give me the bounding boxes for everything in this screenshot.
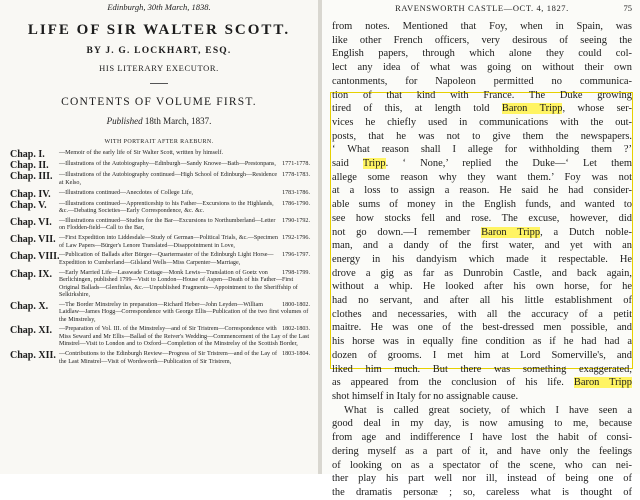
text-line: energy in his dandyism which made it respectable. He (332, 253, 632, 265)
chapter-summary: —Illustrations of the Autobiography—Edinburgh—Sandy Knowe—Bath—Prestonpans, (59, 161, 276, 168)
chapter-entry (10, 201, 310, 216)
text-line: see how stocks fell and rose. The excuse, however, did (332, 212, 632, 224)
chapter-years: 1778-1783. (282, 172, 310, 179)
highlighted-name: Baron Tripp (501, 103, 563, 115)
text-line: ther play his part well nor ill, instead of being one of (332, 473, 632, 485)
text-line: shot himself in Italy for no assignable cause. (332, 390, 519, 402)
chapter-number: Chap. VII. (10, 234, 56, 246)
running-header (332, 3, 632, 15)
text-line: allege some reason why they want them.’ Foy was not (332, 171, 632, 183)
running-head: RAVENSWORTH CASTLE—OCT. 4, 1827. (395, 3, 569, 13)
chapter-entry (10, 235, 310, 250)
text-line: said Tripp. ‘ None,’ replied the Duke—‘ Let them (332, 158, 633, 170)
text-line: vices he chiefly used in communications with the out- (332, 116, 632, 128)
text-line: tired of this, at length told Baron Tripp, whose ser- (332, 103, 633, 115)
text-line: had no servant, and after all his little establishment of (332, 295, 632, 307)
text-line: English papers, through which alone they could col- (332, 48, 632, 60)
chapter-entry (10, 252, 310, 267)
chapter-summary: —Contributions to the Edinburgh Review—Progress of Sir Tristrem—and of the Lay of the Last Minstrel—Visit of Wordsworth—Publication of Sir Tristrem, (59, 351, 277, 365)
chapter-number: Chap. IV. (10, 188, 51, 200)
right-page (322, 0, 640, 498)
table-of-contents (10, 150, 310, 368)
published-label: Published (106, 116, 143, 126)
highlighted-name: Baron Tripp (573, 377, 632, 389)
text-line: liked him much. But there was something exaggerated, (332, 363, 632, 375)
text-line: at a loss to assign a reason. He said he had consider- (332, 185, 632, 197)
text-line: without a whip. He looked after his own horse, for he (332, 281, 632, 293)
chapter-number: Chap. XI. (10, 325, 52, 337)
chapter-summary: —Illustrations continued—Studies for the Bar—Excursions to Northumberland—Letter on Flodden-field—Call to the Bar, (59, 217, 276, 232)
chapter-entry (10, 270, 310, 300)
page-number: 75 (623, 3, 632, 13)
book-title: LIFE OF SIR WALTER SCOTT. (27, 22, 291, 38)
chapter-number: Chap. VIII. (10, 251, 60, 263)
text-line: the dramatis personæ ; so, careless what is thought of (332, 486, 632, 498)
text-line: tion of that kind with France. The Duke growing (332, 89, 632, 101)
left-page (0, 0, 318, 474)
chapter-years: 1802-1803. (282, 326, 310, 333)
text-line: able sums of money in the English funds, and wanted to (332, 199, 632, 211)
chapter-entry (10, 190, 310, 199)
text-line: ‘ What reason shall I allege for withholding them ?’ (332, 144, 632, 156)
chapter-summary: —Publication of Ballads after Bürger—Quartermaster of the Edinburgh Light Horse—Expedition to Cumberland—Gilsland Wells—Miss Carpenter—Marriage, (59, 252, 274, 266)
chapter-number: Chap. III. (10, 171, 53, 183)
chapter-entry (10, 302, 310, 325)
text-line: as appeared from the conclusion of his life. Baron Tripp (332, 377, 632, 389)
chapter-entry (10, 218, 310, 233)
author-role: HIS LITERARY EXECUTOR. (99, 63, 219, 73)
chapter-summary: —Memoir of the early life of Sir Walter Scott, written by himself. (59, 150, 223, 156)
chapter-years: 1786-1790. (282, 200, 310, 207)
text-line: man, and a dandy of the first water, and yet with an (332, 240, 632, 252)
text-line: from notes. Mentioned that Foy, when in Spain, was (332, 21, 632, 32)
text-line: posts, that he was not to give them the newspapers. (332, 130, 632, 142)
chapter-entry (10, 351, 310, 366)
chapter-years: 1800-1802. (282, 301, 310, 308)
chapter-years: 1783-1786. (282, 189, 310, 196)
text-line: clothes and necessaries, with all the accuracy of a petit (332, 308, 632, 320)
chapter-number: Chap. VI. (10, 216, 52, 228)
text-line: maitre. He was one of the best-dressed men possible, and (332, 322, 632, 334)
chapter-number: Chap. V. (10, 199, 47, 211)
chapter-summary: —First Expedition into Liddesdale—Study of German—Political Trials, &c.—Specimen of Law Papers—Bürger's Lenore Translated—Disappointment in Love, (59, 235, 278, 249)
text-line: from age and indifference I have lost the habit of consi- (332, 432, 632, 444)
text-line: of looking on as a spectator of the scene, who can nei- (332, 459, 632, 471)
chapter-summary: —Preparation of Vol. III. of the Minstrelsy—and of Sir Tristrem—Correspondence with Miss Seward and Mr Ellis—Ballad of the Reiver's Wedding—Commencement of the Lay of the Last Minstrel—Visit to London and to Oxford—Completion of the Minstrelsy of the Scottish Border, (59, 326, 310, 348)
contents-heading: CONTENTS OF VOLUME FIRST. (61, 96, 257, 108)
chapter-summary: —Illustrations continued—Apprenticeship to his Father—Excursions to the Highlands, &c.—Debating Societies—Early Correspondence, &c. &c. (59, 200, 274, 215)
journal-text (332, 20, 632, 500)
text-line: his horse was in equally fine condition as if he had had a (332, 336, 632, 348)
chapter-number: Chap. IX. (10, 268, 52, 280)
chapter-number: Chap. II. (10, 160, 49, 172)
text-line: cantonments, for Napoleon permitted no communica- (332, 75, 632, 87)
text-line: like other French officers, very desirous of seeing the (332, 34, 632, 46)
divider-rule (150, 83, 168, 84)
text-line: not go down.—I remember Baron Tripp, a Dutch noble- (332, 226, 632, 238)
newspaper-dateline: Edinburgh, 30th March, 1838. (107, 2, 211, 12)
chapter-years: 1796-1797. (282, 252, 310, 259)
chapter-years: 1790-1792. (282, 217, 310, 224)
chapter-summary: —Illustrations of the Autobiography continued—High School of Edinburgh—Residence at Kelso, (59, 172, 278, 186)
text-line: good deal in my day, is now amusing to me, because (332, 418, 632, 430)
text-line: dering myself as a part of it, and have only the feelings (332, 445, 632, 457)
highlighted-name: Tripp (362, 158, 386, 170)
highlighted-name: Baron Tripp (481, 226, 541, 238)
chapter-number: Chap. I. (10, 149, 45, 160)
published-line (0, 116, 318, 126)
chapter-entry (10, 172, 310, 187)
chapter-years: 1771-1778. (282, 161, 310, 168)
published-date: 18th March, 1837. (144, 116, 212, 126)
chapter-summary: —Illustrations continued—Anecdotes of College Life, (59, 189, 194, 196)
chapter-summary: —The Border Minstrelsy in preparation—Richard Heber—John Leyden—William Laidlaw—James Hogg—Correspondence with George Ellis—Publication of the two first volumes of the Minstrelsy, (59, 301, 309, 323)
chapter-years: 1798-1799. (282, 269, 310, 276)
chapter-years: 1803-1804. (282, 351, 310, 358)
chapter-entry (10, 161, 310, 170)
text-line: What is called great society, of which I have seen a (344, 404, 632, 416)
author-line: BY J. G. LOCKHART, ESQ. (86, 46, 232, 56)
chapter-summary: —Early Married Life—Lasswade Cottage—Monk Lewis—Translation of Goetz von Berlichingen, published 1799—Visit to London—House of Aspen—Death of his Father—First Original Ballads—Glenfinlas, &c.—Unpublished Fragments—Appointment to the Sheriffship of Selkirkshire, (59, 269, 298, 298)
chapter-entry (10, 326, 310, 349)
text-line: drove a gig as far as Dunrobin Castle, and back again, (332, 267, 632, 279)
chapter-number: Chap. X. (10, 300, 49, 312)
chapter-entry (10, 150, 310, 159)
text-line: dozen of grooms. I met him at Lord Somerville's, and (332, 349, 632, 361)
chapter-number: Chap. XII. (10, 350, 56, 362)
text-line: lect any idea of what was going on without their own (332, 62, 632, 74)
portrait-note: WITH PORTRAIT AFTER RAEBURN. (104, 139, 214, 145)
chapter-years: 1792-1796. (282, 235, 310, 242)
